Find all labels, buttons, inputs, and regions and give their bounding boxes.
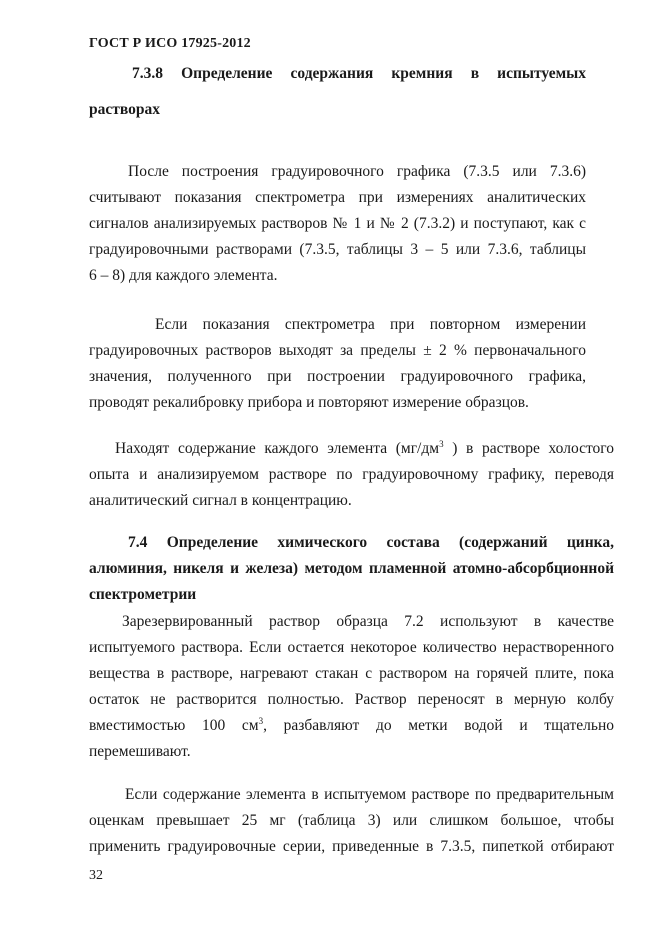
paragraph-line: Если показания спектрометра при повторном измерении — [155, 316, 586, 333]
paragraph-concentration — [89, 436, 614, 514]
paragraph-line: градуировочными растворами (7.3.5, таблицы 3 – 5 или 7.3.6, таблицы — [89, 241, 586, 258]
heading-line: 7.4 Определение химического состава (содержаний цинка, — [128, 534, 614, 551]
paragraph-recalibration — [89, 312, 586, 416]
paragraph-test-solution — [89, 609, 614, 765]
paragraph-line: значения, полученного при построении градуировочного графика, — [89, 368, 586, 385]
superscript: 3 — [439, 438, 444, 449]
paragraph-line: вещества в растворе, нагревают стакан с раствором на горячей плите, пока — [89, 665, 614, 682]
heading-line: растворах — [89, 101, 160, 118]
paragraph-dilution — [89, 782, 614, 860]
paragraph-line: 6 – 8) для каждого элемента. — [89, 267, 278, 284]
paragraph-line: испытуемого раствора. Если остается некоторое количество нерастворенного — [89, 639, 614, 656]
heading-line: 7.3.8 Определение содержания кремния в испытуемых — [132, 65, 586, 82]
paragraph-line: Если содержание элемента в испытуемом растворе по предварительным — [125, 786, 614, 803]
section-7-4-heading — [89, 530, 614, 608]
paragraph-line: После построения градуировочного графика (7.3.5 или 7.3.6) — [128, 163, 586, 180]
section-7-3-8-heading — [89, 64, 586, 120]
paragraph-line: Зарезервированный раствор образца 7.2 используют в качестве — [122, 613, 614, 630]
superscript: 3 — [258, 715, 264, 726]
page-number: 32 — [89, 868, 103, 883]
paragraph-line: оценкам превышает 25 мг (таблица 3) или слишком большое, чтобы — [89, 812, 614, 829]
paragraph-line: считывают показания спектрометра при измерениях аналитических — [89, 189, 586, 206]
paragraph-line: применить градуировочные серии, приведенные в 7.3.5, пипеткой отбирают — [89, 838, 614, 855]
paragraph-line: опыта и анализируемом растворе по градуировочному графику, переводя — [89, 466, 614, 483]
paragraph-line: Находят содержание каждого элемента ($мг/дм^3$ ) в растворе холостого — [115, 438, 615, 457]
paragraph-line: градуировочных растворов выходят за пределы ± 2 % первоначального — [89, 342, 586, 359]
heading-line: спектрометрии — [89, 586, 197, 603]
document-header: ГОСТ Р ИСО 17925-2012 — [89, 36, 251, 51]
paragraph-line: перемешивают. — [89, 743, 191, 760]
paragraph-line: вместимостью 100 $см^3$, разбавляют до метки водой и тщательно — [89, 715, 614, 734]
paragraph-line: аналитический сигнал в концентрацию. — [89, 492, 352, 509]
paragraph-calibration — [89, 159, 586, 289]
paragraph-line: остаток не растворится полностью. Раствор переносят в мерную колбу — [89, 691, 614, 708]
paragraph-line: проводят рекалибровку прибора и повторяют измерение образцов. — [89, 394, 529, 411]
paragraph-line: сигналов анализируемых растворов № 1 и № 2 (7.3.2) и поступают, как с — [89, 215, 586, 232]
heading-line: алюминия, никеля и железа) методом пламенной атомно-абсорбционной — [89, 560, 614, 577]
